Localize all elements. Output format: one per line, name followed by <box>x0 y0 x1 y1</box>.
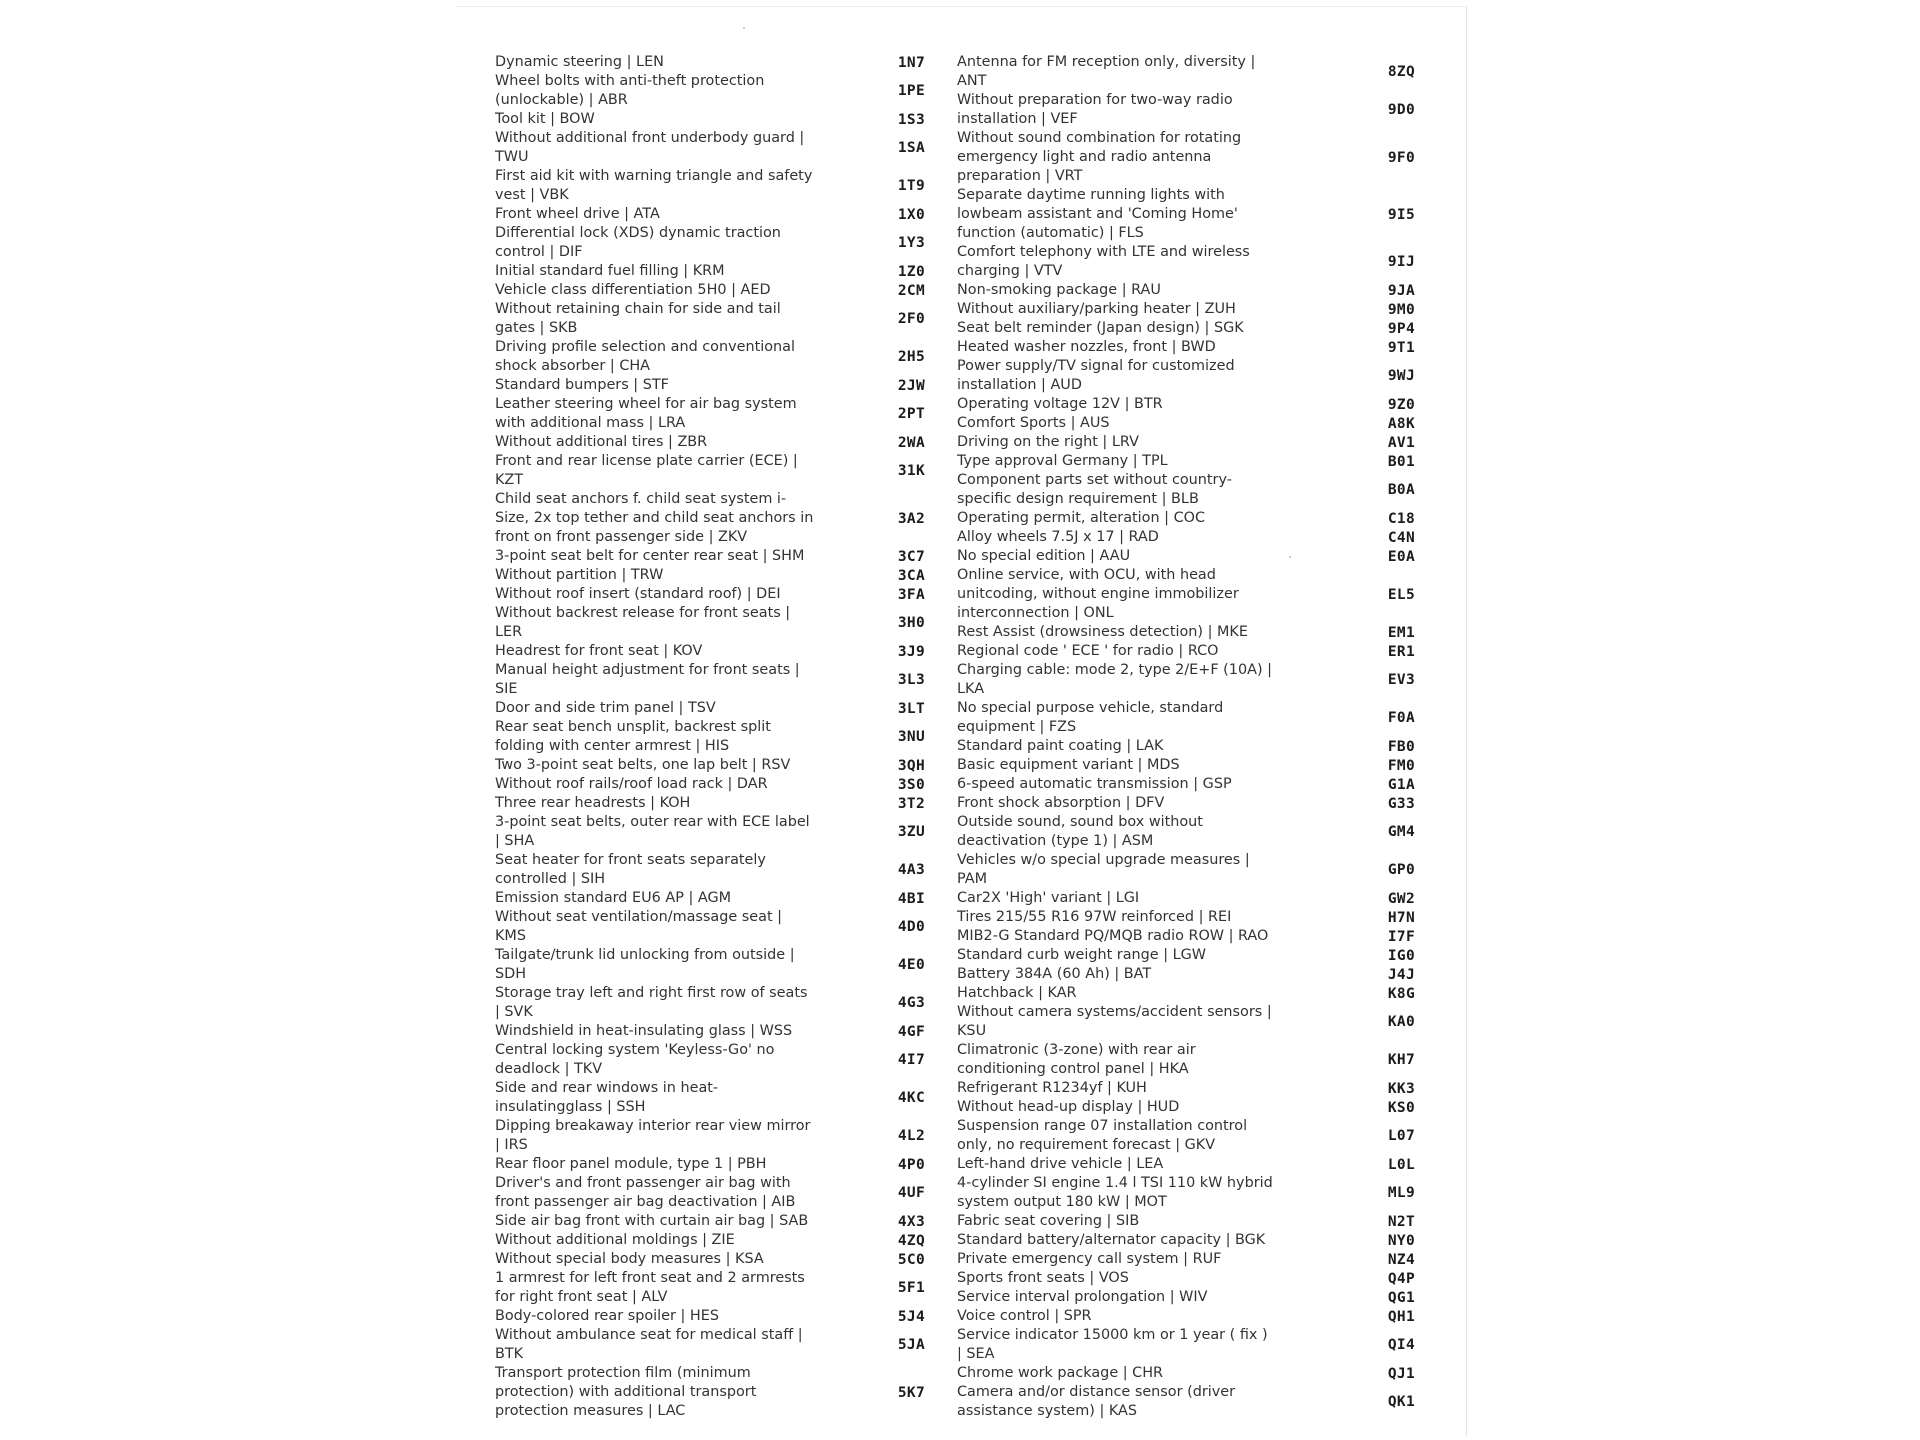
option-code: 5J4 <box>897 1308 925 1325</box>
option-code: 5JA <box>897 1337 925 1353</box>
option-description: Rear floor panel module, type 1 | PBH <box>495 1156 767 1172</box>
option-row <box>955 756 1415 775</box>
option-description: 3-point seat belt for center rear seat | SHM <box>495 548 805 564</box>
option-description: Alloy wheels 7.5J x 17 | RAD <box>957 529 1159 545</box>
option-description: Separate daytime running lights with lowbeam assistant and 'Coming Home' function (automatic) | FLS <box>957 187 1238 241</box>
option-code: 9F0 <box>1387 149 1415 166</box>
option-description: Without roof rails/roof load rack | DAR <box>495 776 768 792</box>
option-code: 4X3 <box>897 1213 925 1230</box>
option-description: Standard paint coating | LAK <box>957 738 1164 754</box>
option-code: G1A <box>1387 776 1415 793</box>
option-row <box>955 547 1415 566</box>
option-description: Differential lock (XDS) dynamic traction control | DIF <box>495 225 781 260</box>
option-row <box>495 604 925 642</box>
option-row <box>955 433 1415 452</box>
option-code: 3NU <box>897 729 925 745</box>
option-description: Without retaining chain for side and tail gates | SKB <box>495 301 781 336</box>
option-row <box>495 566 925 585</box>
option-code: QG1 <box>1387 1289 1415 1306</box>
option-row <box>955 1250 1415 1269</box>
option-description: Chrome work package | CHR <box>957 1365 1164 1381</box>
option-code: QJ1 <box>1387 1365 1415 1382</box>
option-description: Without partition | TRW <box>495 567 664 583</box>
option-code: KA0 <box>1387 1014 1415 1030</box>
option-code: KH7 <box>1387 1052 1415 1068</box>
option-code: 4E0 <box>897 957 925 973</box>
option-code: L0L <box>1387 1156 1415 1173</box>
option-code: I7F <box>1387 928 1415 945</box>
option-row <box>495 433 925 452</box>
option-code: 3C7 <box>897 548 925 565</box>
option-description: Fabric seat covering | SIB <box>957 1213 1140 1229</box>
option-code: 5K7 <box>897 1384 925 1401</box>
option-row <box>495 756 925 775</box>
option-description: Regional code ' ECE ' for radio | RCO <box>957 643 1219 659</box>
option-code: 3T2 <box>897 795 925 812</box>
option-description: 4-cylinder SI engine 1.4 l TSI 110 kW hybrid system output 180 kW | MOT <box>957 1175 1273 1210</box>
option-row <box>955 186 1415 243</box>
option-code: QK1 <box>1387 1394 1415 1410</box>
option-row <box>495 718 925 756</box>
option-description: Heated washer nozzles, front | BWD <box>957 339 1216 355</box>
option-row <box>495 167 925 205</box>
option-row <box>495 1022 925 1041</box>
option-code: NY0 <box>1387 1232 1415 1249</box>
option-row <box>955 1098 1415 1117</box>
option-row <box>495 1231 925 1250</box>
option-description: Front wheel drive | ATA <box>495 206 660 222</box>
option-description: Type approval Germany | TPL <box>957 453 1168 469</box>
option-row <box>955 1231 1415 1250</box>
option-code: 5F1 <box>897 1280 925 1296</box>
option-description: Door and side trim panel | TSV <box>495 700 716 716</box>
option-code: QI4 <box>1387 1337 1415 1353</box>
option-description: Comfort Sports | AUS <box>957 415 1110 431</box>
option-description: Without camera systems/accident sensors | KSU <box>957 1004 1272 1039</box>
option-code: N2T <box>1387 1213 1415 1230</box>
option-row <box>955 889 1415 908</box>
option-description: No special purpose vehicle, standard equipment | FZS <box>957 700 1224 735</box>
option-code: 9T1 <box>1387 339 1415 356</box>
option-row <box>495 984 925 1022</box>
option-code: 1S3 <box>897 111 925 128</box>
option-row <box>955 1307 1415 1326</box>
option-code: 4KC <box>897 1090 925 1106</box>
option-code: 9JA <box>1387 282 1415 299</box>
option-code: 3ZU <box>897 824 925 840</box>
option-row <box>955 395 1415 414</box>
option-code: L07 <box>1387 1128 1415 1144</box>
option-row <box>955 908 1415 927</box>
left-column <box>495 53 925 1421</box>
option-description: 1 armrest for left front seat and 2 armrests for right front seat | ALV <box>495 1270 805 1305</box>
option-row <box>495 642 925 661</box>
option-description: Driver's and front passenger air bag with front passenger air bag deactivation | AIB <box>495 1175 796 1210</box>
option-code: GM4 <box>1387 824 1415 840</box>
option-description: Without auxiliary/parking heater | ZUH <box>957 301 1236 317</box>
option-code: B01 <box>1387 453 1415 470</box>
option-code: H7N <box>1387 909 1415 926</box>
option-description: Without preparation for two-way radio installation | VEF <box>957 92 1233 127</box>
option-row <box>495 775 925 794</box>
option-row <box>955 1288 1415 1307</box>
option-code: 3QH <box>897 757 925 774</box>
option-description: Headrest for front seat | KOV <box>495 643 703 659</box>
option-code: 4ZQ <box>897 1232 925 1249</box>
option-row <box>955 851 1415 889</box>
option-code: 4GF <box>897 1023 925 1040</box>
option-description: Rest Assist (drowsiness detection) | MKE <box>957 624 1248 640</box>
option-code: 1N7 <box>897 54 925 71</box>
option-description: Sports front seats | VOS <box>957 1270 1129 1286</box>
option-description: Without additional front underbody guard | TWU <box>495 130 805 165</box>
option-description: Without ambulance seat for medical staff | BTK <box>495 1327 803 1362</box>
option-code: KS0 <box>1387 1099 1415 1116</box>
option-row <box>955 984 1415 1003</box>
option-code: KK3 <box>1387 1080 1415 1097</box>
option-code: 4BI <box>897 890 925 907</box>
option-code: EL5 <box>1387 586 1415 603</box>
option-code: 3CA <box>897 567 925 584</box>
option-row <box>495 851 925 889</box>
option-row <box>955 300 1415 319</box>
option-row <box>495 376 925 395</box>
option-row <box>495 224 925 262</box>
option-code: 9D0 <box>1387 102 1415 118</box>
option-description: Without special body measures | KSA <box>495 1251 764 1267</box>
option-description: Tool kit | BOW <box>495 111 595 127</box>
option-row <box>495 395 925 433</box>
option-code: 2CM <box>897 282 925 299</box>
option-code: A8K <box>1387 415 1415 432</box>
option-description: Dipping breakaway interior rear view mirror | IRS <box>495 1118 811 1153</box>
option-description: Rear seat bench unsplit, backrest split folding with center armrest | HIS <box>495 719 771 754</box>
option-row <box>495 129 925 167</box>
option-description: Three rear headrests | KOH <box>495 795 691 811</box>
option-description: Initial standard fuel filling | KRM <box>495 263 725 279</box>
option-code: QH1 <box>1387 1308 1415 1325</box>
option-row <box>495 1041 925 1079</box>
option-description: Wheel bolts with anti-theft protection (unlockable) | ABR <box>495 73 765 108</box>
option-code: 2H5 <box>897 349 925 365</box>
option-row <box>955 1212 1415 1231</box>
option-row <box>495 1326 925 1364</box>
option-description: Without backrest release for front seats | LER <box>495 605 791 640</box>
option-code: E0A <box>1387 548 1415 565</box>
option-code: ML9 <box>1387 1185 1415 1201</box>
option-code: C18 <box>1387 510 1415 527</box>
scan-speck <box>743 27 745 29</box>
option-row <box>495 661 925 699</box>
option-description: 6-speed automatic transmission | GSP <box>957 776 1232 792</box>
option-code: EM1 <box>1387 624 1415 641</box>
option-code: 3J9 <box>897 643 925 660</box>
option-row <box>955 737 1415 756</box>
option-code: 2WA <box>897 434 925 451</box>
option-description: No special edition | AAU <box>957 548 1131 564</box>
option-description: Voice control | SPR <box>957 1308 1092 1324</box>
option-description: Dynamic steering | LEN <box>495 54 664 70</box>
option-description: Non-smoking package | RAU <box>957 282 1161 298</box>
option-row <box>955 414 1415 433</box>
option-description: Standard battery/alternator capacity | BGK <box>957 1232 1266 1248</box>
option-description: Two 3-point seat belts, one lap belt | RSV <box>495 757 791 773</box>
option-row <box>495 300 925 338</box>
option-code: 1X0 <box>897 206 925 223</box>
option-description: Without roof insert (standard roof) | DEI <box>495 586 781 602</box>
option-code: 8ZQ <box>1387 64 1415 80</box>
option-description: Left-hand drive vehicle | LEA <box>957 1156 1164 1172</box>
option-description: Without additional moldings | ZIE <box>495 1232 735 1248</box>
option-description: Comfort telephony with LTE and wireless charging | VTV <box>957 244 1250 279</box>
option-row <box>495 813 925 851</box>
option-code: 3H0 <box>897 615 925 631</box>
option-code: 3FA <box>897 586 925 603</box>
option-description: Transport protection film (minimum protection) with additional transport protection measures | LAC <box>495 1365 757 1419</box>
option-row <box>495 794 925 813</box>
option-row <box>495 699 925 718</box>
option-description: Antenna for FM reception only, diversity | ANT <box>957 54 1256 89</box>
option-code: 1Z0 <box>897 263 925 280</box>
option-row <box>495 946 925 984</box>
option-row <box>955 623 1415 642</box>
option-row <box>495 1079 925 1117</box>
option-row <box>495 262 925 281</box>
option-code: 1PE <box>897 83 925 99</box>
option-code: GW2 <box>1387 890 1415 907</box>
option-description: Front and rear license plate carrier (ECE) | KZT <box>495 453 798 488</box>
option-code: GP0 <box>1387 862 1415 878</box>
option-description: Suspension range 07 installation control only, no requirement forecast | GKV <box>957 1118 1248 1153</box>
option-code: 9P4 <box>1387 320 1415 337</box>
option-row <box>495 1117 925 1155</box>
option-code: 4L2 <box>897 1128 925 1144</box>
option-description: Without additional tires | ZBR <box>495 434 708 450</box>
option-description: Service indicator 15000 km or 1 year ( fix ) | SEA <box>957 1327 1268 1362</box>
option-row <box>955 775 1415 794</box>
option-row <box>955 1269 1415 1288</box>
option-row <box>955 642 1415 661</box>
option-row <box>955 1326 1415 1364</box>
option-row <box>495 53 925 72</box>
option-description: Vehicle class differentiation 5H0 | AED <box>495 282 771 298</box>
option-row <box>955 661 1415 699</box>
option-description: Leather steering wheel for air bag system with additional mass | LRA <box>495 396 797 431</box>
option-code: 3A2 <box>897 510 925 527</box>
option-row <box>955 1155 1415 1174</box>
option-row <box>955 357 1415 395</box>
option-code: FM0 <box>1387 757 1415 774</box>
option-row <box>955 927 1415 946</box>
option-row <box>955 452 1415 471</box>
option-description: MIB2-G Standard PQ/MQB radio ROW | RAO <box>957 928 1269 944</box>
option-row <box>495 1212 925 1231</box>
option-row <box>495 338 925 376</box>
option-row <box>495 547 925 566</box>
option-row <box>495 110 925 129</box>
option-code: G33 <box>1387 795 1415 812</box>
option-row <box>955 813 1415 851</box>
option-row <box>955 281 1415 300</box>
option-description: Standard bumpers | STF <box>495 377 669 393</box>
option-row <box>495 281 925 300</box>
option-row <box>955 699 1415 737</box>
option-description: 3-point seat belts, outer rear with ECE label | SHA <box>495 814 810 849</box>
option-row <box>955 53 1415 91</box>
option-row <box>495 205 925 224</box>
option-code: EV3 <box>1387 672 1415 688</box>
option-row <box>495 1307 925 1326</box>
option-code: K8G <box>1387 985 1415 1002</box>
option-code: FB0 <box>1387 738 1415 755</box>
option-code: 5C0 <box>897 1251 925 1268</box>
option-description: Seat belt reminder (Japan design) | SGK <box>957 320 1244 336</box>
option-code: 2PT <box>897 406 925 422</box>
option-code: IG0 <box>1387 947 1415 964</box>
option-description: Standard curb weight range | LGW <box>957 947 1207 963</box>
option-row <box>955 509 1415 528</box>
right-column <box>955 53 1415 1421</box>
option-row <box>955 1041 1415 1079</box>
option-row <box>955 946 1415 965</box>
option-row <box>955 319 1415 338</box>
option-code: NZ4 <box>1387 1251 1415 1268</box>
option-description: Climatronic (3-zone) with rear air conditioning control panel | HKA <box>957 1042 1196 1077</box>
option-row <box>495 1364 925 1421</box>
option-description: Driving on the right | LRV <box>957 434 1139 450</box>
option-code: 4I7 <box>897 1052 925 1068</box>
option-description: Side and rear windows in heat- insulatingglass | SSH <box>495 1080 719 1115</box>
option-code: 1Y3 <box>897 235 925 251</box>
option-code: 2JW <box>897 377 925 394</box>
option-description: Emission standard EU6 AP | AGM <box>495 890 732 906</box>
option-code: F0A <box>1387 710 1415 726</box>
option-code: C4N <box>1387 529 1415 546</box>
option-code: 9IJ <box>1387 254 1415 270</box>
option-row <box>495 1155 925 1174</box>
option-row <box>495 1174 925 1212</box>
option-description: Battery 384A (60 Ah) | BAT <box>957 966 1152 982</box>
option-row <box>495 1269 925 1307</box>
option-row <box>955 471 1415 509</box>
option-row <box>495 889 925 908</box>
option-code: Q4P <box>1387 1270 1415 1287</box>
option-code: 4A3 <box>897 862 925 878</box>
option-description: Central locking system 'Keyless-Go' no deadlock | TKV <box>495 1042 775 1077</box>
option-row <box>955 794 1415 813</box>
option-row <box>495 1250 925 1269</box>
option-row <box>955 1364 1415 1383</box>
option-code: 9I5 <box>1387 206 1415 223</box>
option-row <box>955 1383 1415 1421</box>
option-description: Car2X 'High' variant | LGI <box>957 890 1140 906</box>
option-description: Operating permit, alteration | COC <box>957 510 1206 526</box>
option-row <box>955 243 1415 281</box>
option-row <box>955 1003 1415 1041</box>
option-code: 4P0 <box>897 1156 925 1173</box>
option-description: First aid kit with warning triangle and safety vest | VBK <box>495 168 813 203</box>
option-description: Driving profile selection and conventional shock absorber | CHA <box>495 339 795 374</box>
option-code: AV1 <box>1387 434 1415 451</box>
option-description: Power supply/TV signal for customized installation | AUD <box>957 358 1235 393</box>
option-description: Storage tray left and right first row of seats | SVK <box>495 985 808 1020</box>
option-description: Without sound combination for rotating emergency light and radio antenna preparation | VRT <box>957 130 1242 184</box>
option-description: Operating voltage 12V | BTR <box>957 396 1163 412</box>
option-code: J4J <box>1387 966 1415 983</box>
option-row <box>495 490 925 547</box>
option-row <box>955 338 1415 357</box>
option-row <box>495 452 925 490</box>
option-description: Vehicles w/o special upgrade measures | PAM <box>957 852 1250 887</box>
option-code: 3S0 <box>897 776 925 793</box>
option-row <box>955 528 1415 547</box>
option-description: Private emergency call system | RUF <box>957 1251 1222 1267</box>
option-code: 4G3 <box>897 995 925 1011</box>
option-code: 1T9 <box>897 178 925 194</box>
option-row <box>955 1174 1415 1212</box>
option-description: Component parts set without country- specific design requirement | BLB <box>957 472 1232 507</box>
option-row <box>955 566 1415 623</box>
option-code: 9M0 <box>1387 301 1415 318</box>
option-description: Child seat anchors f. child seat system i- Size, 2x top tether and child seat anchors in front on front passenger side | ZKV <box>495 491 814 545</box>
option-code: 3L3 <box>897 672 925 688</box>
option-code: 1SA <box>897 140 925 156</box>
option-description: Without head-up display | HUD <box>957 1099 1180 1115</box>
option-row <box>955 1079 1415 1098</box>
option-description: Hatchback | KAR <box>957 985 1077 1001</box>
option-code: 3LT <box>897 700 925 717</box>
option-code: 9WJ <box>1387 368 1415 384</box>
option-code: 4UF <box>897 1185 925 1201</box>
option-row <box>495 585 925 604</box>
option-row <box>495 908 925 946</box>
option-row <box>955 91 1415 129</box>
option-description: Manual height adjustment for front seats | SIE <box>495 662 800 697</box>
option-code: ER1 <box>1387 643 1415 660</box>
option-description: Basic equipment variant | MDS <box>957 757 1180 773</box>
option-code: B0A <box>1387 482 1415 498</box>
option-description: Without seat ventilation/massage seat | KMS <box>495 909 783 944</box>
option-description: Camera and/or distance sensor (driver assistance system) | KAS <box>957 1384 1236 1419</box>
option-description: Service interval prolongation | WIV <box>957 1289 1208 1305</box>
option-code: 4D0 <box>897 919 925 935</box>
option-description: Front shock absorption | DFV <box>957 795 1165 811</box>
option-row <box>955 965 1415 984</box>
option-row <box>955 129 1415 186</box>
option-description: Charging cable: mode 2, type 2/E+F (10A) | LKA <box>957 662 1272 697</box>
option-description: Outside sound, sound box without deactivation (type 1) | ASM <box>957 814 1203 849</box>
option-code: 31K <box>897 463 925 479</box>
option-description: Tires 215/55 R16 97W reinforced | REI <box>957 909 1232 925</box>
option-description: Refrigerant R1234yf | KUH <box>957 1080 1147 1096</box>
option-description: Tailgate/trunk lid unlocking from outside | SDH <box>495 947 795 982</box>
option-description: Side air bag front with curtain air bag | SAB <box>495 1213 809 1229</box>
option-description: Windshield in heat-insulating glass | WSS <box>495 1023 793 1039</box>
option-description: Body-colored rear spoiler | HES <box>495 1308 719 1324</box>
option-row <box>495 72 925 110</box>
option-row <box>955 1117 1415 1155</box>
option-description: Online service, with OCU, with head unitcoding, without engine immobilizer interconnection | ONL <box>957 567 1239 621</box>
option-code: 9Z0 <box>1387 396 1415 413</box>
option-description: Seat heater for front seats separately controlled | SIH <box>495 852 766 887</box>
option-code: 2F0 <box>897 311 925 327</box>
